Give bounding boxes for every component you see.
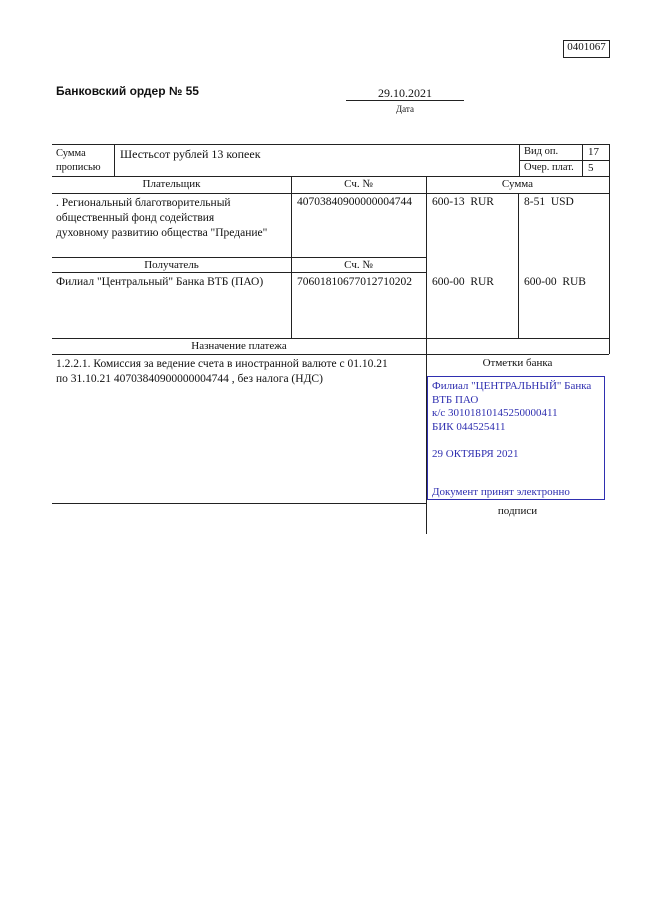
- purpose-header-bottom-border: [52, 354, 609, 355]
- table-top-border: [52, 144, 609, 145]
- bank-marks-header: Отметки банка: [482, 357, 553, 369]
- payer-amount-rur: 600-13 RUR: [432, 196, 494, 208]
- payer-name-line2: общественный фонд содействия: [56, 212, 215, 224]
- amount-column-header: Сумма: [501, 178, 534, 190]
- recipient-account: 70601810677012710202: [297, 276, 412, 288]
- stamp-bank-name-cont: ВТБ ПАО: [432, 393, 479, 406]
- recipient-amount-rub: 600-00 RUB: [524, 276, 586, 288]
- amount-words-label-line2: прописью: [56, 162, 101, 173]
- payer-account: 40703840900000004744: [297, 196, 412, 208]
- operation-type-label: Вид оп.: [524, 146, 559, 157]
- table-right-border: [609, 144, 610, 354]
- recipient-header-top-border: [52, 257, 426, 258]
- document-title: Банковский ордер № 55: [56, 84, 199, 98]
- recipient-amount-rur: 600-00 RUR: [432, 276, 494, 288]
- amount-words-label-divider: [114, 144, 115, 176]
- operation-divider: [519, 160, 609, 161]
- stamp-date: 29 ОКТЯБРЯ 2021: [432, 448, 519, 460]
- operation-type-value: 17: [588, 146, 599, 158]
- purpose-text-line2: по 31.10.21 40703840900000004744 , без налога (НДС): [56, 373, 323, 385]
- payer-name-line3: духовному развитию общества "Предание": [56, 227, 268, 239]
- purpose-text-line1: 1.2.2.1. Комиссия за ведение счета в иностранной валюте с 01.10.21: [56, 358, 388, 370]
- stamp-bik: БИК 044525411: [432, 420, 506, 433]
- amount-words-label-line1: Сумма: [56, 148, 86, 159]
- parties-bottom-border: [52, 338, 609, 339]
- payer-name: [56, 196, 267, 241]
- payment-priority-value: 5: [588, 162, 594, 174]
- currency-column-divider: [518, 193, 519, 338]
- form-code: 0401067: [567, 41, 606, 53]
- recipient-account-column-header: Сч. №: [344, 259, 373, 271]
- account-column-header: Сч. №: [344, 178, 373, 190]
- recipient-name: Филиал "Центральный" Банка ВТБ (ПАО): [56, 276, 264, 288]
- document-date: 29.10.2021: [378, 86, 432, 100]
- date-caption: Дата: [396, 104, 414, 114]
- recipient-header-bottom-border: [52, 272, 426, 273]
- purpose-header: Назначение платежа: [191, 340, 287, 352]
- payer-account-divider: [291, 176, 292, 338]
- stamp-status: Документ принят электронно: [432, 486, 570, 498]
- amount-words-value: Шестьсот рублей 13 копеек: [120, 147, 261, 161]
- purpose-text: [56, 357, 388, 387]
- payment-priority-label: Очер. плат.: [524, 162, 574, 173]
- signatures-label: подписи: [497, 505, 538, 517]
- purpose-bottom-border: [52, 503, 426, 504]
- column-header-bottom-border: [52, 193, 609, 194]
- bank-stamp: [427, 376, 605, 500]
- date-underline: [346, 100, 464, 101]
- stamp-corr-account: к/с 30101810145250000411: [432, 407, 558, 419]
- recipient-column-header: Получатель: [144, 259, 199, 271]
- payer-amount-usd: 8-51 USD: [524, 196, 574, 208]
- stamp-bank-name: Филиал "ЦЕНТРАЛЬНЫЙ" Банка: [432, 380, 592, 392]
- amount-words-bottom-border: [52, 176, 609, 177]
- operation-left-border: [519, 144, 520, 176]
- amount-words-label: [56, 147, 101, 175]
- payer-name-line1: . Региональный благотворительный: [56, 197, 231, 209]
- payer-column-header: Плательщик: [142, 178, 201, 190]
- operation-value-divider: [582, 144, 583, 176]
